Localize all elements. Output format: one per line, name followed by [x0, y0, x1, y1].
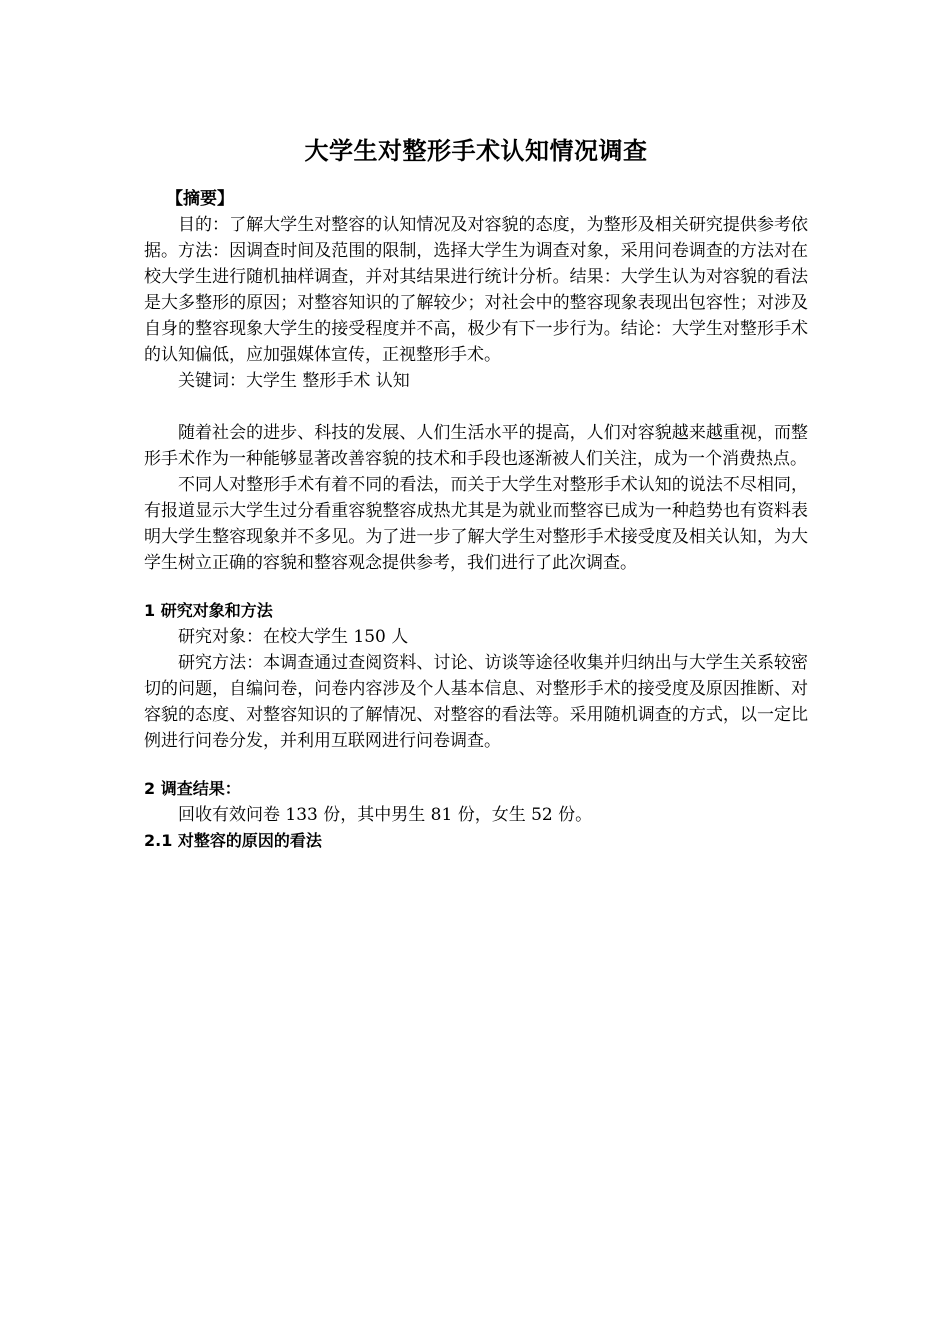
document-content	[144, 126, 808, 854]
section-spacer	[144, 754, 808, 776]
intro-paragraph-1: 随着社会的进步、科技的发展、人们生活水平的提高，人们对容貌越来越重视，而整形手术作为一种能够显著改善容貌的技术和手段也逐渐被人们关注，成为一个消费热点。	[144, 423, 808, 469]
document-title: 大学生对整形手术认知情况调查	[304, 137, 648, 165]
section-heading-2: 2 调查结果：	[144, 779, 241, 798]
intro-paragraph-2: 不同人对整形手术有着不同的看法，而关于大学生对整形手术认知的说法不尽相同，有报道显示大学生过分看重容貌整容成热尤其是为就业而整容已成为一种趋势也有资料表明大学生整容现象并不多见。为了进一步了解大学生对整形手术接受度及相关认知，为大学生树立正确的容貌和整容观念提供参考，我们进行了此次调查。	[144, 475, 808, 573]
section-heading-1: 1 研究对象和方法	[144, 601, 273, 620]
research-subject: 研究对象：在校大学生 150 人	[178, 627, 409, 647]
keywords-line: 关键词：大学生 整形手术 认知	[178, 371, 410, 391]
subsection-heading-2-1: 2.1 对整容的原因的看法	[144, 831, 322, 850]
section-spacer	[144, 576, 808, 598]
research-method: 研究方法：本调查通过查阅资料、讨论、访谈等途径收集并归纳出与大学生关系较密切的问题，自编问卷，问卷内容涉及个人基本信息、对整形手术的接受度及原因推断、对容貌的态度、对整容知识的了解情况、对整容的看法等。采用随机调查的方式，以一定比例进行问卷分发，并利用互联网进行问卷调查。	[144, 653, 808, 751]
abstract-body: 目的：了解大学生对整容的认知情况及对容貌的态度，为整形及相关研究提供参考依据。方法：因调查时间及范围的限制，选择大学生为调查对象，采用问卷调查的方法对在校大学生进行随机抽样调查，并对其结果进行统计分析。结果：大学生认为对容貌的看法是大多整形的原因；对整容知识的了解较少；对社会中的整容现象表现出包容性；对涉及自身的整容现象大学生的接受程度并不高，极少有下一步行为。结论：大学生对整形手术的认知偏低，应加强媒体宣传，正视整形手术。	[144, 215, 808, 365]
results-summary: 回收有效问卷 133 份，其中男生 81 份，女生 52 份。	[178, 805, 593, 825]
section-spacer	[144, 394, 808, 420]
abstract-label: 【摘要】	[166, 189, 234, 209]
